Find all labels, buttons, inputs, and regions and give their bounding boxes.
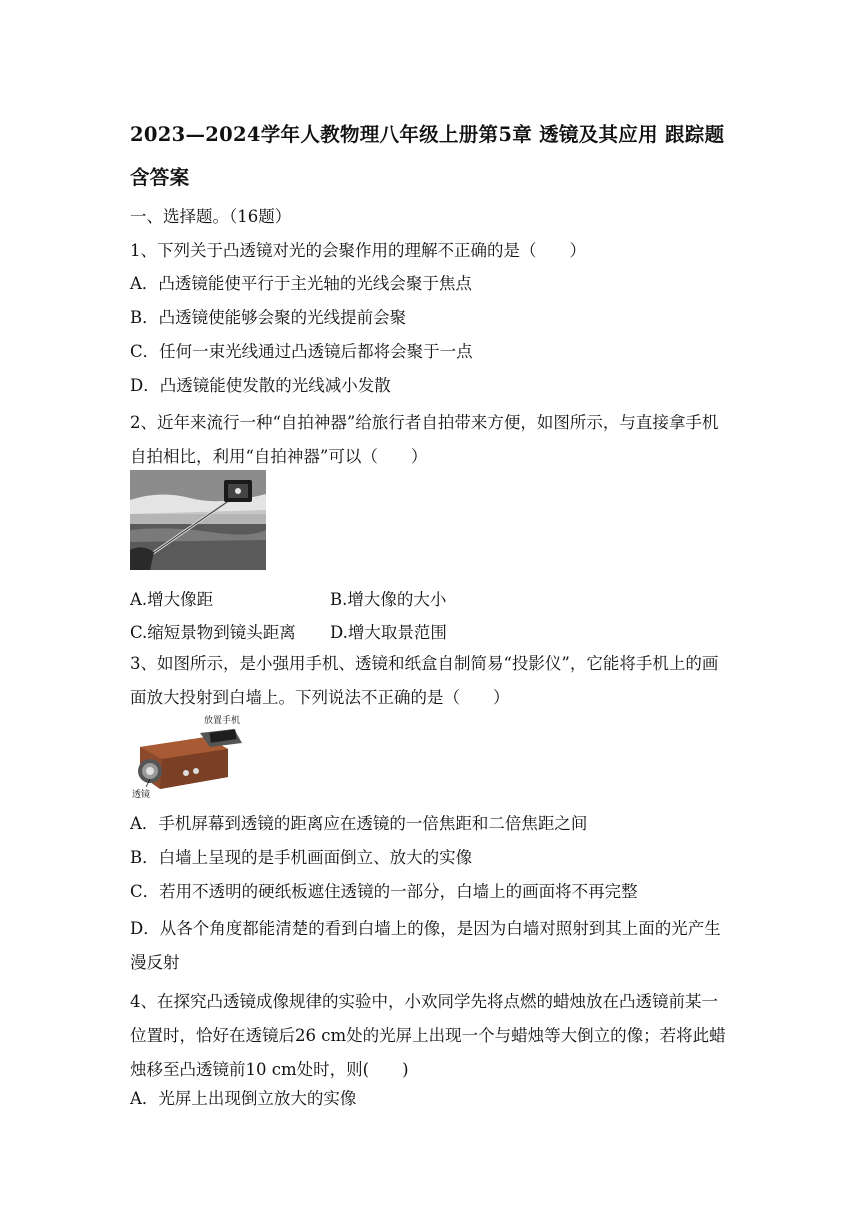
question-4-stem: 4、在探究凸透镜成像规律的实验中，小欢同学先将点燃的蜡烛放在凸透镜前某一位置时，恰好在透镜后26 cm处的光屏上出现一个与蜡烛等大倒立的像；若将此蜡烛移至凸透镜前10 cm处时，则( ) xyxy=(130,992,726,1079)
question-3-option-c: C．若用不透明的硬纸板遮住透镜的一部分，白墙上的画面将不再完整 xyxy=(130,882,638,901)
question-3-stem: 3、如图所示，是小强用手机、透镜和纸盒自制简易“投影仪”，它能将手机上的画面放大投射到白墙上。下列说法不正确的是（ ） xyxy=(130,654,719,707)
question-2-options-row-1 xyxy=(130,586,447,610)
projector-box-image xyxy=(130,713,248,799)
question-1-option-b: B．凸透镜使能够会聚的光线提前会聚 xyxy=(130,308,407,327)
document-title: 2023—2024学年人教物理八年级上册第5章 透镜及其应用 跟踪题含答案 xyxy=(130,123,725,189)
question-1-option-d: D．凸透镜能使发散的光线减小发散 xyxy=(130,376,391,395)
projector-label-lens: 透镜 xyxy=(132,790,151,799)
question-2-option-b: B.增大像的大小 xyxy=(330,590,447,609)
question-1-stem: 1、下列关于凸透镜对光的会聚作用的理解不正确的是（ ） xyxy=(130,241,586,260)
question-2-option-c: C.缩短景物到镜头距离 xyxy=(130,623,296,642)
question-2-options-row-2 xyxy=(130,619,447,643)
projector-label-phone: 放置手机 xyxy=(204,716,241,726)
question-3-option-b: B．白墙上呈现的是手机画面倒立、放大的实像 xyxy=(130,848,473,867)
question-2-option-a: A.增大像距 xyxy=(130,590,214,609)
question-1-option-c: C．任何一束光线通过凸透镜后都将会聚于一点 xyxy=(130,342,473,361)
question-3-option-a: A．手机屏幕到透镜的距离应在透镜的一倍焦距和二倍焦距之间 xyxy=(130,814,588,833)
question-4-option-a: A．光屏上出现倒立放大的实像 xyxy=(130,1089,357,1108)
selfie-stick-image xyxy=(130,470,266,570)
question-1-option-a: A．凸透镜能使平行于主光轴的光线会聚于焦点 xyxy=(130,274,472,293)
question-3-option-d: D．从各个角度都能清楚的看到白墙上的像，是因为白墙对照射到其上面的光产生漫反射 xyxy=(130,919,721,972)
section-heading: 一、选择题。（16题） xyxy=(130,207,292,226)
question-2-stem: 2、近年来流行一种“自拍神器”给旅行者自拍带来方便，如图所示，与直接拿手机自拍相比，利用“自拍神器”可以（ ） xyxy=(130,413,719,466)
question-2-option-d: D.增大取景范围 xyxy=(330,623,447,642)
